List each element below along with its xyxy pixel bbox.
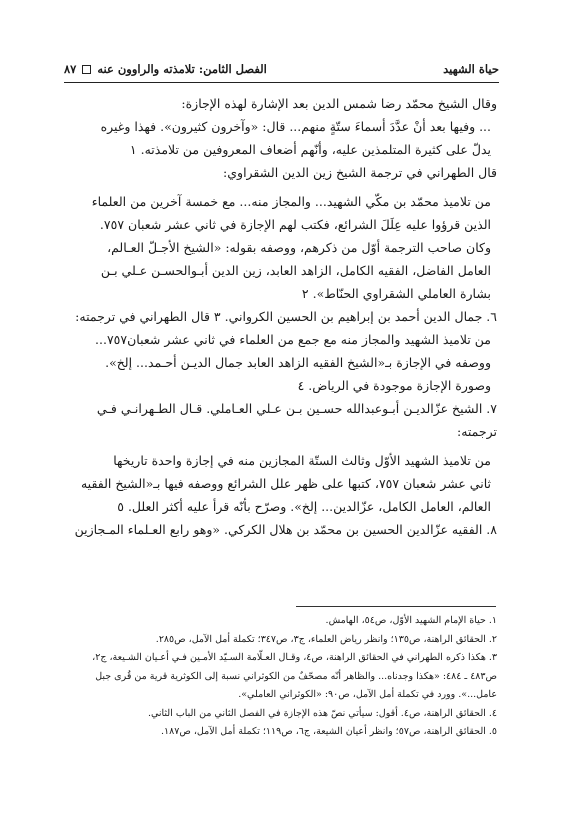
footnote: ٣. هكذا ذكره الطهراني في الحقائق الراهنة، ص٤، وقـال العـلّامة السـيّد الأمـين فـي أعـيان الشـيعة، ج٢، (92, 652, 497, 663)
footnote: ٥. الحقائق الراهنة، ص٥٧؛ وانظر أعيان الشيعة، ج٦، ص١١٩؛ تكملة أمل الآمل، ص١٨٧. (161, 726, 497, 737)
text-line: العامل الفاضل، الفقيه الكامل، الزاهد العابد، زين الدين أبـوالحسـن عـلي بـن (100, 263, 491, 278)
text-line: يدلّ على كثيرة المتلمذين عليه، وأنّهم أضعاف المعروفين من تلامذته. ١ (129, 142, 491, 157)
footnote: ٢. الحقائق الراهنة، ص١٣٥؛ وانظر رياض العلماء، ج٣، ص٣٤٧؛ تكملة أمل الآمل، ص٢٨٥. (155, 633, 497, 645)
footnote: ص٤٨٣ ـ ٤٨٤: «هكذا وجدناه... والظاهر أنّه مصحّفٌ من الكوثراني نسبة إلى الكوثرية قرية من قُرى جبل (95, 670, 497, 682)
book-title: حياة الشهيد (443, 62, 499, 76)
text-line: ٧. الشيخ عزّالديـن أبـوعبدالله حسـين بـن عـلي العـاملي. قـال الطـهرانـي فـي (96, 401, 497, 416)
text-line: قال الطهراني في ترجمة الشيخ زين الدين الشقراوي: (223, 165, 497, 180)
text-line: ٦. جمال الدين أحمد بن إبراهيم بن الحسين الكرواني. ٣ قال الطهراني في ترجمته: (75, 309, 497, 324)
text-line: من تلاميذ الشهيد والمجاز منه مع جمع من العلماء في ثاني عشر شعبان٧٥٧... (95, 332, 491, 347)
header-divider (64, 82, 499, 83)
separator-square-icon (82, 65, 91, 74)
footnote: ٤. الحقائق الراهنة، ص٤. أقول: سيأتي نصّ هذه الإجازة في الفصل الثاني من الباب الثاني. (147, 707, 497, 719)
footnote: ١. حياة الإمام الشهيد الأوّل، ص٥٤، الهامش. (325, 615, 497, 626)
text-line: من تلاميذ الشهيد الأوّل وثالث الستّة المجازين منه في إجازة واحدة تاريخها (113, 453, 491, 468)
text-line: وكان صاحب الترجمة أوّل من ذكرهم، ووصفه بقوله: «الشيخ الأجـلّ العـالم، (107, 240, 491, 255)
header-chapter-group (64, 62, 267, 76)
text-line: وصورة الإجازة موجودة في الرياض. ٤ (297, 378, 491, 393)
text-line: العالم، العامل الكامل، عزّالدين... إلخ». وصرّح بأنّه قرأ عليه أكثر العلل. ٥ (117, 499, 491, 514)
text-line: الذين قرؤوا عليه عِلَلَ الشرائع، فكتب لهم الإجازة في ثاني عشر شعبان ٧٥٧. (99, 217, 491, 232)
text-line: من تلاميذ محمّد بن مكّي الشهيد... والمجاز منه... مع خمسة آخرين من العلماء (91, 194, 491, 209)
text-line: وقال الشيخ محمّد رضا شمس الدين بعد الإشارة لهذه الإجازة: (181, 96, 497, 111)
footnote-divider (296, 606, 496, 607)
text-line: ووصفه في الإجازة بـ«الشيخ الفقيه الزاهد العابد جمال الديـن أحـمد... إلخ». (105, 355, 491, 370)
text-line: ثاني عشر شعبان ٧٥٧، كتبها على ظهر علل الشرائع ووصفه فيها بـ«الشيخ الفقيه (80, 476, 491, 491)
text-line: ٨. الفقيه عزّالدين الحسين بن محمّد بن هلال الكركي. «وهو رابع العـلماء المـجازين (74, 522, 497, 537)
footnotes (66, 612, 497, 742)
footnote: عامل...». وورد في تكملة أمل الآمل، ص٩٠: «الكوثراني العاملي». (238, 689, 497, 700)
page-header (64, 58, 499, 80)
text-line: بشارة العاملي الشقراوي الحنّاط». ٢ (301, 286, 491, 301)
chapter-title: الفصل الثامن: تلامذته والراوون عنه (97, 62, 267, 76)
text-line: ... وفيها بعد أنْ عدَّدَ أسماءَ ستّةٍ منهم... قال: «وآخرون كثيرون». فهذا وغيره (100, 119, 491, 134)
page-number: ٨٧ (64, 62, 77, 76)
main-text (66, 92, 497, 541)
text-line: ترجمته: (456, 424, 497, 439)
